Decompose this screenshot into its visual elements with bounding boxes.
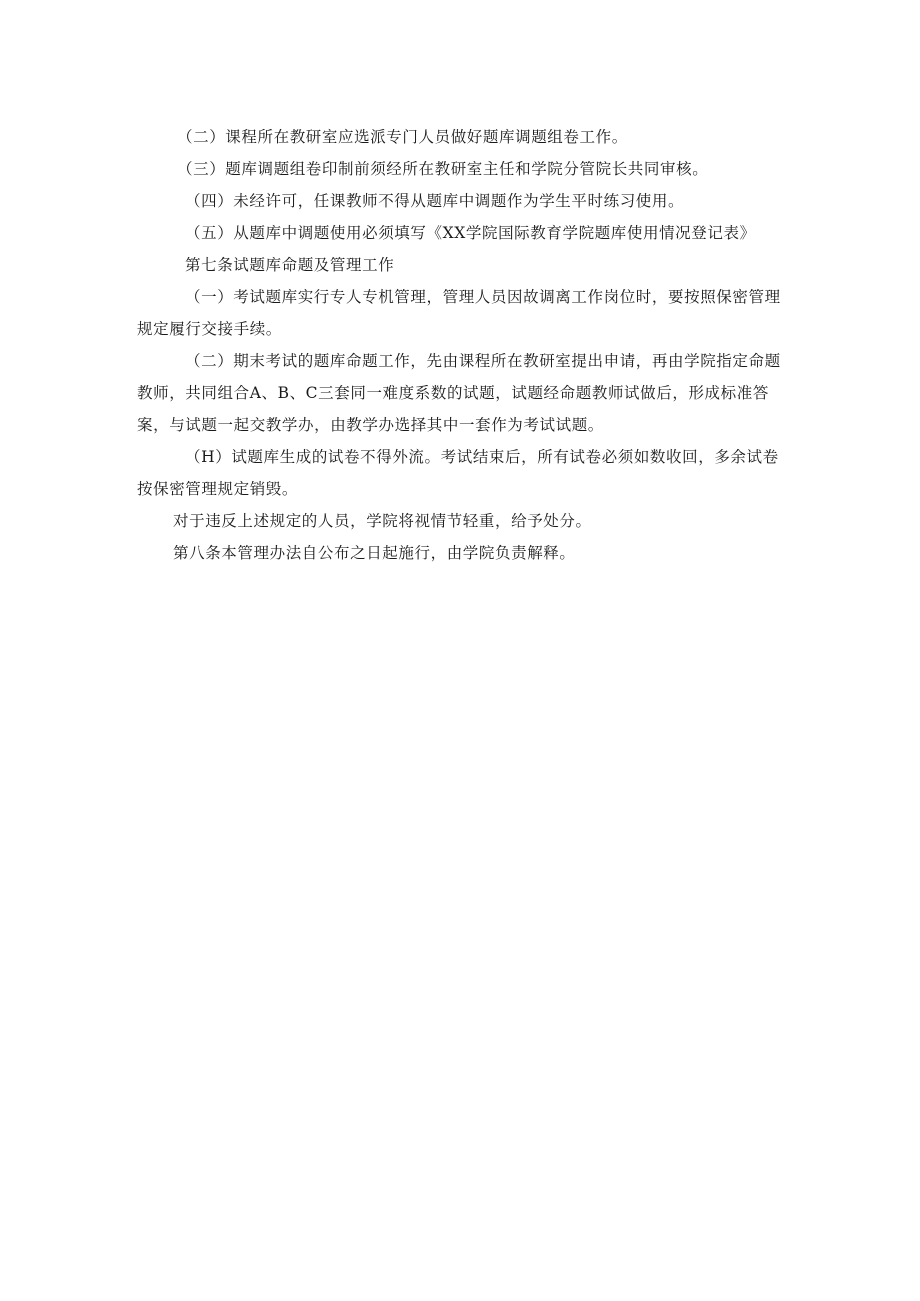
paragraph-item-2: （二）课程所在教研室应选派专门人员做好题库调题组卷工作。 xyxy=(177,128,628,146)
paragraph-item-5: （五）从题库中调题使用必须填写《XX学院国际教育学院题库使用情况登记表》 xyxy=(185,224,756,242)
article-8-paragraph: 第八条本管理办法自公布之日起施行，由学院负责解释。 xyxy=(173,544,576,562)
article-7-heading: 第七条试题库命题及管理工作 xyxy=(185,256,395,274)
penalty-paragraph: 对于违反上述规定的人员，学院将视情节轻重，给予处分。 xyxy=(173,512,592,530)
paragraph-item-2-exam: （二）期末考试的题库命题工作，先由课程所在教研室提出申请，再由学院指定命题教师，共同组合A、B、C三套同一难度系数的试题，试题经命题教师试做后，形成标准答案，与试题一起交教学办，由教学办选择其中一套作为考试试题。 xyxy=(137,352,781,434)
document-body xyxy=(137,121,785,569)
paragraph-item-3: （三）题库调题组卷印制前须经所在教研室主任和学院分管院长共同审核。 xyxy=(177,160,709,178)
paragraph-item-3-papers: （H）试题库生成的试卷不得外流。考试结束后，所有试卷必须如数收回，多余试卷按保密管理规定销毁。 xyxy=(137,448,779,498)
paragraph-item-1: （一）考试题库实行专人专机管理，管理人员因故调离工作岗位时，要按照保密管理规定履行交接手续。 xyxy=(137,288,781,338)
paragraph-item-4: （四）未经许可，任课教师不得从题库中调题作为学生平时练习使用。 xyxy=(185,192,685,210)
